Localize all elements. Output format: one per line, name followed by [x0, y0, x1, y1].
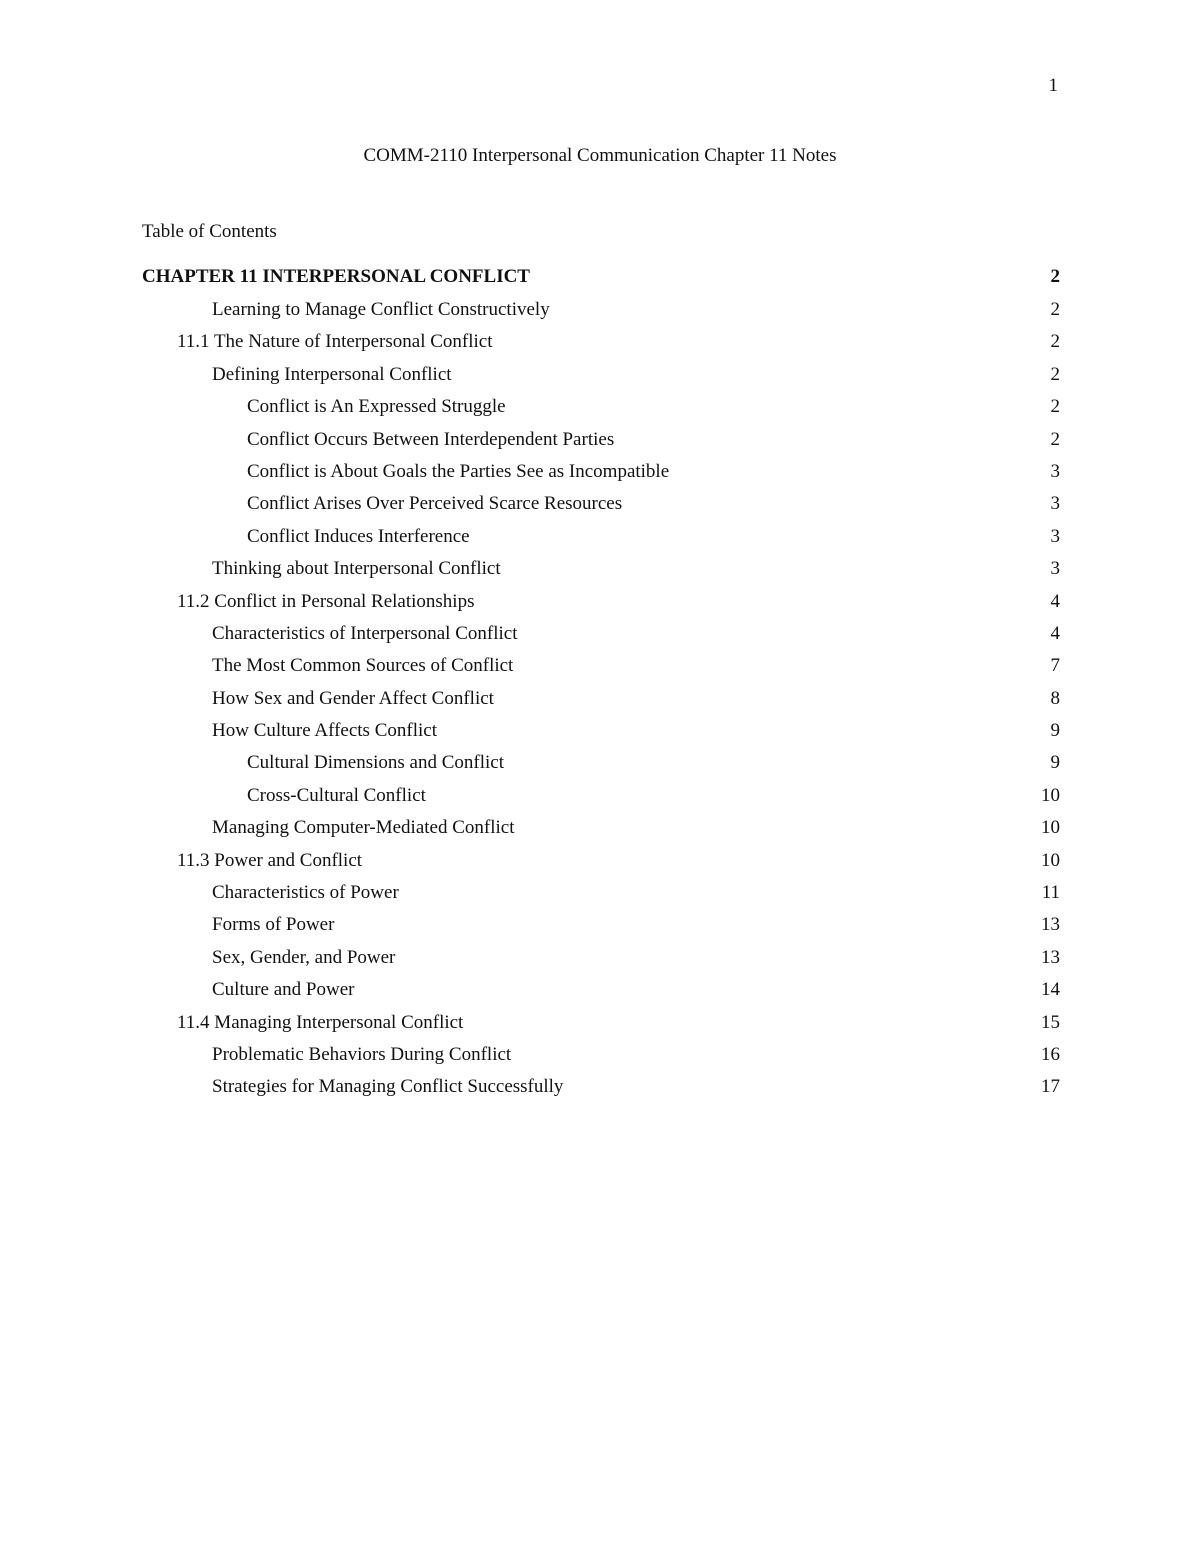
toc-entry-title[interactable]: The Most Common Sources of Conflict	[212, 655, 514, 677]
toc-entry-page: 9	[1050, 720, 1060, 742]
toc-entry-page: 10	[1041, 784, 1060, 806]
toc-entry-page: 7	[1050, 655, 1060, 677]
toc-entry[interactable]	[142, 848, 1060, 880]
toc-entry-page: 13	[1041, 914, 1060, 936]
toc-entry-title[interactable]: 11.3 Power and Conflict	[177, 849, 363, 871]
toc-entry-page: 16	[1041, 1043, 1060, 1065]
toc-entry-title[interactable]: Defining Interpersonal Conflict	[212, 363, 452, 385]
toc-entry-title[interactable]: Problematic Behaviors During Conflict	[212, 1043, 512, 1065]
toc-entry-title[interactable]: 11.2 Conflict in Personal Relationships	[177, 590, 475, 612]
toc-entry-title[interactable]: Characteristics of Interpersonal Conflict	[212, 622, 518, 644]
toc-entry[interactable]	[142, 718, 1060, 750]
toc-entry-page: 10	[1041, 817, 1060, 839]
toc-entry[interactable]	[142, 1042, 1060, 1074]
toc-entry-page: 2	[1050, 428, 1060, 450]
toc-entry-page: 3	[1050, 558, 1060, 580]
toc-entry[interactable]	[142, 556, 1060, 588]
toc-entry[interactable]	[142, 783, 1060, 815]
toc-entry-page: 10	[1041, 849, 1060, 871]
toc-entry[interactable]	[142, 945, 1060, 977]
toc-entry[interactable]	[142, 653, 1060, 685]
toc-entry-page: 9	[1050, 752, 1060, 774]
toc-entry-title[interactable]: Conflict is An Expressed Struggle	[247, 396, 506, 418]
toc-entry-title[interactable]: Conflict is About Goals the Parties See as Incompatible	[247, 460, 670, 482]
toc-entry-title[interactable]: Sex, Gender, and Power	[212, 946, 396, 968]
toc-entry[interactable]	[142, 427, 1060, 459]
toc-entry[interactable]	[142, 750, 1060, 782]
toc-entry[interactable]	[142, 880, 1060, 912]
toc-entry-page: 3	[1050, 460, 1060, 482]
document-title: COMM-2110 Interpersonal Communication Chapter 11 Notes	[363, 145, 837, 166]
toc-entry-title[interactable]: Cultural Dimensions and Conflict	[247, 752, 505, 774]
toc-entry[interactable]	[142, 977, 1060, 1009]
toc-entry-title[interactable]: Forms of Power	[212, 914, 335, 936]
toc-entry[interactable]	[142, 329, 1060, 361]
toc-entry[interactable]	[142, 362, 1060, 394]
toc-entry-title[interactable]: Cross-Cultural Conflict	[247, 784, 426, 806]
toc-entry-title[interactable]: How Sex and Gender Affect Conflict	[212, 687, 494, 709]
toc-entry[interactable]	[142, 297, 1060, 329]
toc-entry-page: 2	[1050, 396, 1060, 418]
toc-entry[interactable]	[142, 686, 1060, 718]
toc-entry-title[interactable]: Conflict Induces Interference	[247, 525, 470, 547]
toc-entry[interactable]	[142, 589, 1060, 621]
toc-entry-page: 2	[1050, 266, 1060, 287]
toc-entry-page: 14	[1041, 979, 1060, 1001]
toc-entry-title[interactable]: Strategies for Managing Conflict Successfully	[212, 1076, 564, 1098]
toc-entry-title[interactable]: Conflict Occurs Between Interdependent Parties	[247, 428, 615, 450]
toc-entry-title[interactable]: 11.1 The Nature of Interpersonal Conflict	[177, 331, 493, 353]
toc-entry[interactable]	[142, 621, 1060, 653]
page-number: 1	[1048, 75, 1058, 96]
toc-entry-title[interactable]: Thinking about Interpersonal Conflict	[212, 558, 501, 580]
toc-entry[interactable]	[142, 394, 1060, 426]
toc-entry-page: 15	[1041, 1011, 1060, 1033]
toc-entry[interactable]	[142, 459, 1060, 491]
toc-entry-page: 11	[1041, 882, 1060, 904]
toc-entry[interactable]	[142, 912, 1060, 944]
toc-entry-title[interactable]: CHAPTER 11 INTERPERSONAL CONFLICT	[142, 266, 530, 287]
toc-entry-page: 2	[1050, 363, 1060, 385]
toc-entry-title[interactable]: 11.4 Managing Interpersonal Conflict	[177, 1011, 464, 1033]
toc-entry-page: 3	[1050, 493, 1060, 515]
toc-entry-title[interactable]: Conflict Arises Over Perceived Scarce Resources	[247, 493, 623, 515]
toc-entry-title[interactable]: Culture and Power	[212, 979, 355, 1001]
toc-entry-page: 4	[1050, 590, 1060, 612]
toc-entry[interactable]	[142, 1074, 1060, 1106]
toc-entry-page: 17	[1041, 1076, 1060, 1098]
toc-entry-title[interactable]: Managing Computer-Mediated Conflict	[212, 817, 515, 839]
toc-entry[interactable]	[142, 1010, 1060, 1042]
toc-entry-page: 2	[1050, 299, 1060, 320]
toc-entry-page: 8	[1050, 687, 1060, 709]
toc-entry[interactable]	[142, 524, 1060, 556]
toc-entry-page: 3	[1050, 525, 1060, 547]
toc-entry-page: 2	[1050, 331, 1060, 353]
toc-entry-page: 4	[1050, 622, 1060, 644]
toc-heading: Table of Contents	[142, 221, 277, 242]
toc-entry-title[interactable]: Learning to Manage Conflict Constructively	[212, 299, 550, 320]
toc-entry[interactable]	[142, 491, 1060, 523]
table-of-contents	[142, 264, 1060, 1107]
toc-entry[interactable]	[142, 815, 1060, 847]
toc-entry-title[interactable]: How Culture Affects Conflict	[212, 720, 437, 742]
toc-entry[interactable]	[142, 264, 1060, 297]
toc-entry-title[interactable]: Characteristics of Power	[212, 882, 399, 904]
toc-entry-page: 13	[1041, 946, 1060, 968]
